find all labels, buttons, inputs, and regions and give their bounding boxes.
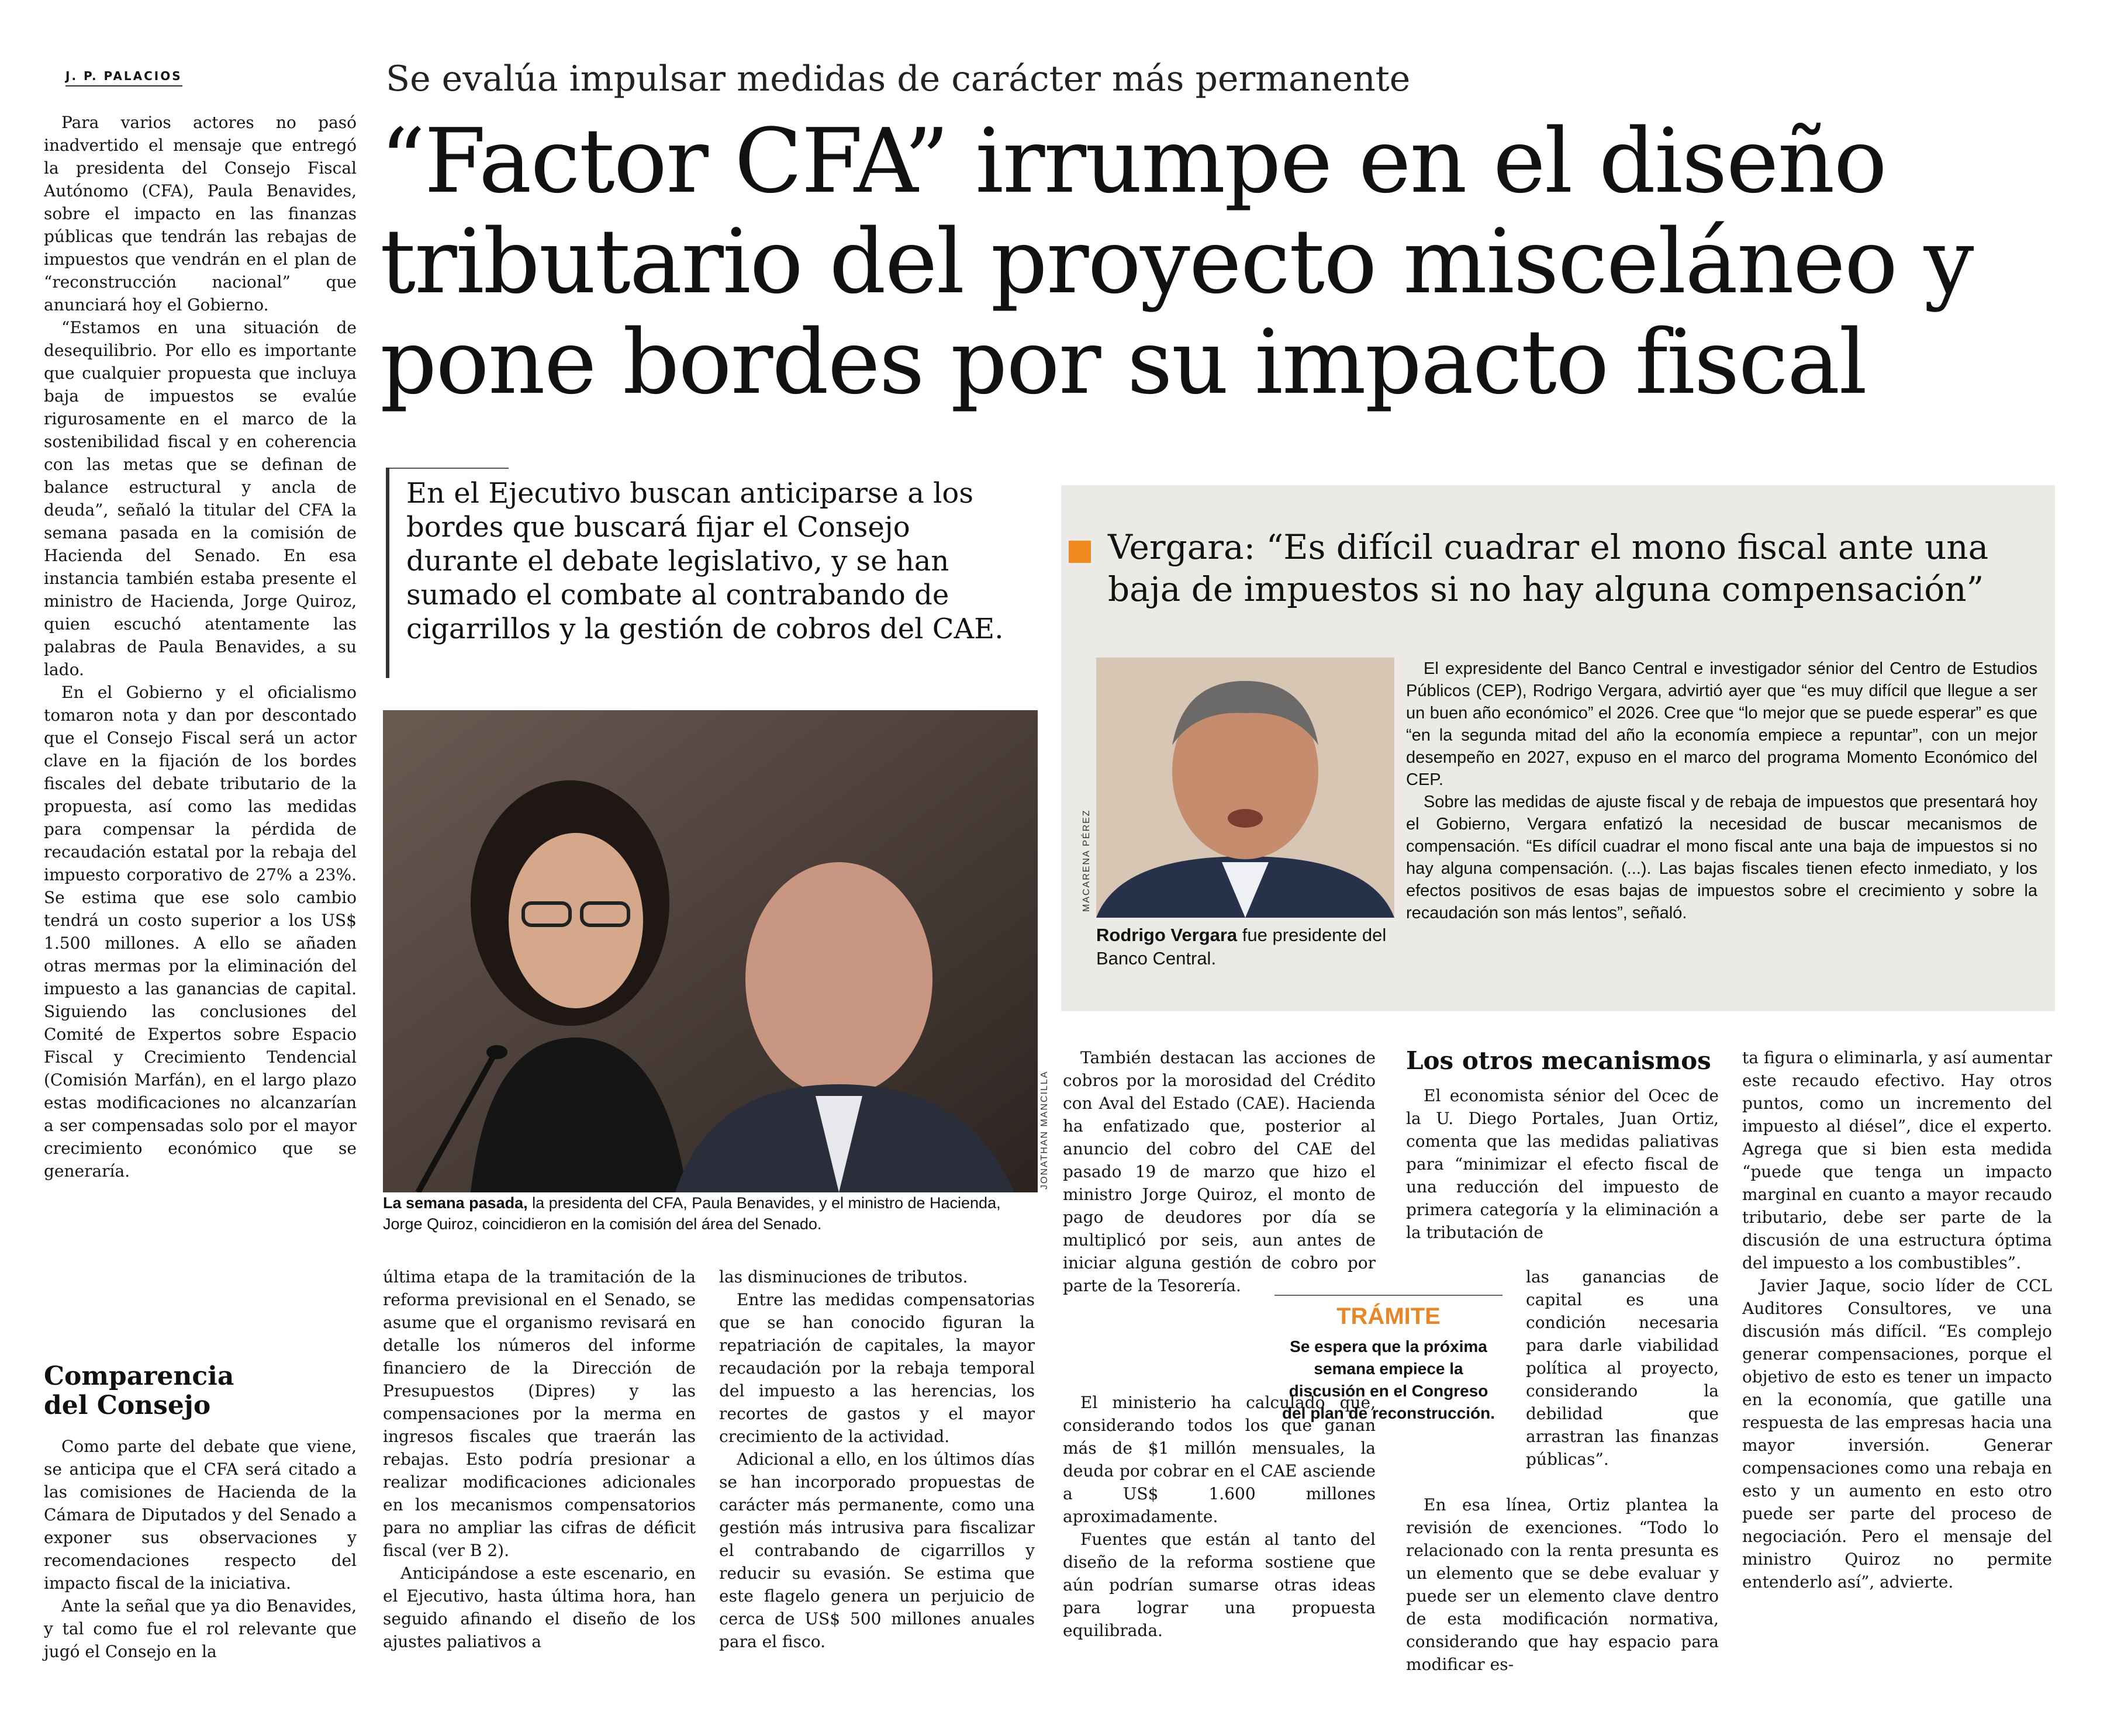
deck-bar <box>386 468 389 678</box>
box-title <box>1108 526 2043 610</box>
headline-line-3: pone bordes por su impacto fiscal <box>380 310 1866 414</box>
paragraph: El ministerio ha calculado que, considerando todos los que ganan más de $1 millón mensuales, la deuda por cobrar en el CAE asciende a US$ 1.600 millones aproximadamente. <box>1063 1393 1376 1526</box>
main-photo-illustration <box>383 710 1038 1192</box>
paragraph: ta figura o eliminarla, y así aumentar este recaudo efectivo. Hay otros puntos, como un incremento del impuesto al diésel”, dice el experto. Agrega que si bien esta medida “puede que tenga un impacto marginal en cuanto a mayor recaudo tributario, debe ser parte de la discusión de una estructura óptima del impuesto a los combustibles”. <box>1742 1048 2052 1272</box>
column-4b <box>1063 1391 1376 1642</box>
main-photo-caption <box>383 1192 1041 1234</box>
column-6 <box>1742 1046 2052 1593</box>
caption-lead: La semana pasada, <box>383 1194 528 1212</box>
orange-square-icon <box>1069 541 1091 563</box>
portrait-illustration <box>1096 658 1394 918</box>
paragraph: Adicional a ello, en los últimos días se han incorporado propuestas de carácter más permanente, como una gestión más intrusiva para fiscalizar el contrabando de cigarrillos y reducir su evasión. Se estima que este flagelo genera un perjuicio de cerca de US$ 500 millones anuales para el fisco. <box>719 1450 1035 1651</box>
portrait-credit: MACARENA PÉREZ <box>1082 809 1092 912</box>
column-5 <box>1406 1084 1719 1244</box>
subhead-line: Comparencia <box>44 1361 234 1391</box>
deck-line: sumado el combate al contrabando de <box>406 579 949 611</box>
box-title-line: Vergara: “Es difícil cuadrar el mono fiscal ante una <box>1108 527 1989 567</box>
deck-line: En el Ejecutivo buscan anticiparse a los <box>406 477 973 510</box>
column-5c <box>1406 1493 1719 1676</box>
caption-lead: Rodrigo Vergara <box>1096 925 1238 945</box>
deck-rule <box>386 468 509 469</box>
caption-text: fue presidente del Banco Central. <box>1096 925 1387 969</box>
column-2 <box>383 1265 696 1653</box>
column-4 <box>1063 1046 1376 1297</box>
deck-line: durante el debate legislativo, y se han <box>406 545 949 577</box>
portrait-caption <box>1096 924 1394 970</box>
deck-line: cigarrillos y la gestión de cobros del CAE. <box>406 613 1004 645</box>
tramite-title: TRÁMITE <box>1336 1303 1441 1329</box>
paragraph: Como parte del debate que viene, se anticipa que el CFA será citado a las comisiones de Hacienda de la Cámara de Diputados y del Senado a exponer sus observaciones y recomendaciones respecto del impacto fiscal de la iniciativa. <box>44 1437 357 1593</box>
paragraph: “Estamos en una situación de desequilibrio. Por ello es importante que cualquier propuesta que incluya baja de impuestos se evalúe rigurosamente en el marco de la sostenibilidad fiscal y en coherencia con las metas que se definan de balance estructural y ancla de deuda”, señaló la titular del CFA la semana pasada en la comisión de Hacienda del Senado. En esa instancia también estaba presente el ministro de Hacienda, Jorge Quiroz, quien escuchó atentamente las palabras de Paula Benavides, a su lado. <box>44 318 357 679</box>
paragraph: las disminuciones de tributos. <box>719 1267 968 1287</box>
paragraph: Para varios actores no pasó inadvertido el mensaje que entregó la presidenta del Consejo Fiscal Autónomo (CFA), Paula Benavides, sobre el impacto en las finanzas públicas que tendrán las rebajas de impuestos que vendrán en el plan de “reconstrucción nacional” que anunciará hoy el Gobierno. <box>44 113 357 314</box>
main-photo <box>383 710 1038 1192</box>
subhead-line: del Consejo <box>44 1391 211 1420</box>
paragraph: El expresidente del Banco Central e investigador sénior del Centro de Estudios Públicos (CEP), Rodrigo Vergara, advirtió ayer que “es muy difícil que llegue a ser un buen año económico” el 2026. Cree que “lo mejor que se puede esperar” es que “en la segunda mitad del año la economía empiece a repuntar”, con un mejor desempeño en 2027, expuso en el marco del programa Momento Económico del CEP. <box>1406 659 2037 789</box>
headline-line-2: tributario del proyecto misceláneo y <box>380 210 1973 313</box>
column-3 <box>719 1265 1035 1653</box>
box-title-line: baja de impuestos si no hay alguna compensación” <box>1108 569 1984 609</box>
caption-text: la presidenta del CFA, Paula Benavides, y el ministro de Hacienda, Jorge Quiroz, coincidieron en la comisión del área del Senado. <box>383 1194 1001 1233</box>
paragraph: El economista sénior del Ocec de la U. Diego Portales, Juan Ortiz, comenta que las medidas paliativas para “minimizar el efecto fiscal de una reducción del impuesto de primera categoría y la eliminación a la tributación de <box>1406 1086 1719 1242</box>
tramite-rule <box>1274 1295 1502 1296</box>
paragraph: En esa línea, Ortiz plantea la revisión de exenciones. “Todo lo relacionado con la renta presunta es un elemento que se debe evaluar y puede ser un elemento clave dentro de esta modificación normativa, considerando que hay espacio para modificar es- <box>1406 1495 1719 1674</box>
paragraph: última etapa de la tramitación de la reforma previsional en el Senado, se asume que el organismo revisará en detalle los números del informe financiero de la Dirección de Presupuestos (Dipres) y las compensaciones por la merma en ingresos fiscales que traerán las rebajas. Esto podría presionar a realizar modificaciones adicionales en los mecanismos compensatorios para no ampliar las cifras de déficit fiscal (ver B 2). <box>383 1267 696 1560</box>
paragraph: Javier Jaque, socio líder de CCL Auditores Consultores, ve una discusión más difícil. “Es complejo generar compensaciones, porque el objetivo de esto es tener un impacto en la economía, que gatille una respuesta de las empresas hacia una mayor inversión. Generar compensaciones como una rebaja en esto y un aumento en esto otro puede ser parte del proceso de negociación. Pero el mensaje del ministro Quiroz no permite entenderlo así”, advierte. <box>1742 1276 2052 1592</box>
box-body <box>1406 658 2037 924</box>
subhead-otros-mecanismos: Los otros mecanismos <box>1406 1046 1711 1075</box>
column-5b <box>1526 1265 1719 1471</box>
deck-line: bordes que buscará fijar el Consejo <box>406 511 910 544</box>
paragraph: En el Gobierno y el oficialismo tomaron nota y dan por descontado que el Consejo Fiscal será un actor clave en la fijación de los bordes fiscales del debate tributario de la propuesta, así como las medidas para compensar la pérdida de recaudación estatal por la rebaja del impuesto corporativo de 27% a 23%. Se estima que ese solo cambio tendrá un costo superior a los US$ 1.500 millones. A ello se añaden otras mermas por la eliminación del impuesto a las ganancias de capital. Siguiendo las conclusiones del Comité de Expertos sobre Espacio Fiscal y Crecimiento Tendencial (Comisión Marfán), en el largo plazo estas modificaciones no alcanzarían a ser compensadas solo por el mayor crecimiento económico que se generaría. <box>44 683 357 1181</box>
headline-line-1: “Factor CFA” irrumpe en el diseño <box>380 109 1887 213</box>
paragraph: Fuentes que están al tanto del diseño de la reforma sostiene que aún podrían sumarse otras ideas para lograr una propuesta equilibrada. <box>1063 1530 1376 1640</box>
portrait-photo <box>1096 658 1394 918</box>
paragraph: Ante la señal que ya dio Benavides, y tal como fue el rol relevante que jugó el Consejo en la <box>44 1596 357 1661</box>
paragraph: Sobre las medidas de ajuste fiscal y de rebaja de impuestos que presentará hoy el Gobierno, Vergara enfatizó la necesidad de buscar mecanismos de compensación. “Es difícil cuadrar el mono fiscal ante una baja de impuestos si no hay alguna compensación. (...). Las bajas fiscales tienen efecto inmediato, y los efectos positivos de esas bajas de impuestos sobre el crecimiento y sobre la recaudación son más lentos”, señaló. <box>1406 793 2037 922</box>
tramite-body: Se espera que la próxima semana empiece la discusión en el Congreso del plan de reconstrucción. <box>1282 1337 1495 1422</box>
paragraph: las ganancias de capital es una condición necesaria para darle viabilidad política al proyecto, considerando la debilidad que arrastran las finanzas públicas”. <box>1526 1267 1719 1469</box>
column-1 <box>44 111 357 1182</box>
kicker: Se evalúa impulsar medidas de carácter más permanente <box>386 58 1411 99</box>
subhead-comparencia <box>44 1362 234 1420</box>
paragraph: Entre las medidas compensatorias que se han conocido figuran la repatriación de capitales, la mayor recaudación por la rebaja temporal del impuesto a las herencias, los recortes de gastos y el mayor crecimiento de la actividad. <box>719 1290 1035 1446</box>
deck <box>406 476 1067 646</box>
column-1b <box>44 1435 357 1663</box>
main-photo-credit: JONATHAN MANCILLA <box>1039 1070 1049 1189</box>
byline: J. P. PALACIOS <box>65 69 182 87</box>
paragraph: Anticipándose a este escenario, en el Ejecutivo, hasta última hora, han seguido afinando el diseño de los ajustes paliativos a <box>383 1564 696 1651</box>
headline <box>380 111 2075 413</box>
paragraph: También destacan las acciones de cobros por la morosidad del Crédito con Aval del Estado (CAE). Hacienda ha enfatizado que, posterior al anuncio del cobro del CAE del pasado 19 de marzo que hizo el ministro Jorge Quiroz, el monto de pago de deudores por día se multiplicó por seis, aun antes de iniciar alguna gestión de cobro por parte de la Tesorería. <box>1063 1048 1376 1295</box>
